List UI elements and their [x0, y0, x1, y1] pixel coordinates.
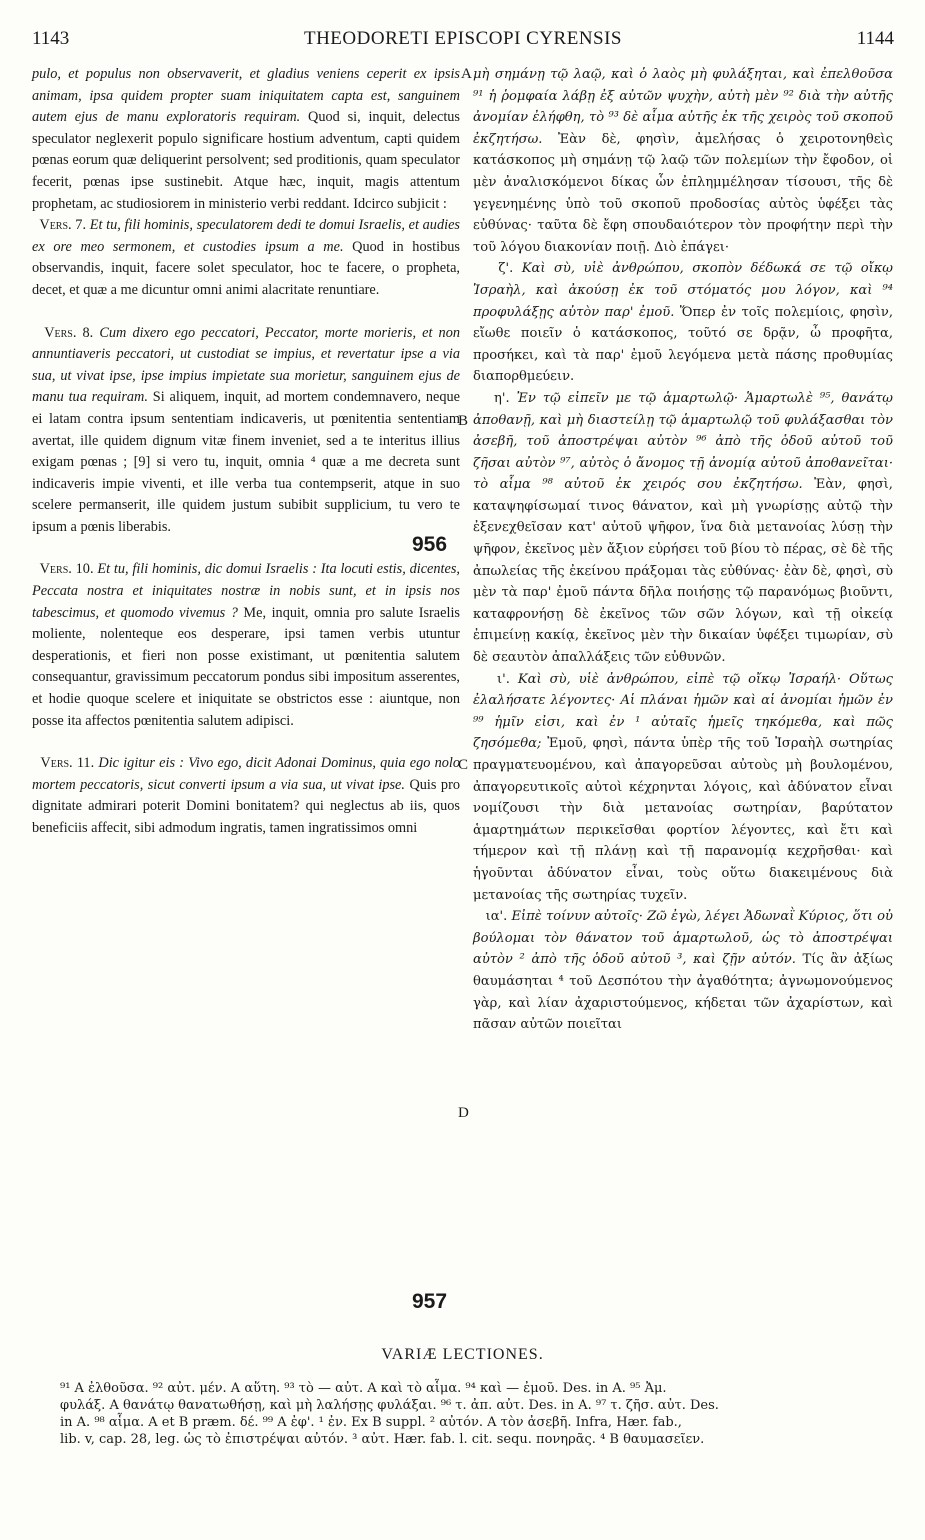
greek-commentary: Ἐὰν, φησὶ, καταψηφίσωμαί τινος θάνατον, καὶ μὴ γνωρίσῃς αὐτῷ τὴν ἐξενεχθεῖσαν κατ' αὐτοῦ ψῆφον, ἵνα διὰ μετανοίας λύσῃ τὴν ψῆφον, ἐκεῖνος μὲν ἄξιον εὑρήσει τοῦ βίου τὸ πέρας, σὲ δὲ τῆς ἀπωλείας τῆς ἐκείνου πράξομαι τὰς εὐθύνας· ἐὰν δὲ, φησὶ, σὺ μὲν τὰ παρ' ἐμοῦ πάντα δῆλα ποιήσῃς τῷ παρανόμως βιοῦντι, καταφρονήσῃ δὲ ἐκεῖνος τῶν σῶν λόγων, καὶ τῇ οἰκείᾳ ἐπιμείνῃ κακίᾳ, ἐκεῖνος μὲν τὴν δικαίαν ὑφέξει τιμωρίαν, σὺ δὲ σεαυτὸν ἀπαλλάξεις τῶν εὐθυνῶν. — [473, 477, 893, 666]
variant-note-line: in A. ⁹⁸ αἷμα. A et B præm. δέ. ⁹⁹ Α ἐφ'. ¹ ἐν. Ex B suppl. ² αὐτόν. Α τὸν ἀσεβῆ. Infra, Hær. fab., — [60, 1415, 682, 1430]
greek-scripture: Καὶ σὺ, υἱὲ ἀνθρώπου, εἰπὲ τῷ οἴκῳ Ἰσραήλ· Οὕτως ἐλαλήσατε λέγοντες· Αἱ πλάναι ἡμῶν καὶ αἱ ἀνομίαι ἡμῶν ἐν ⁹⁹ ἡμῖν εἰσι, καὶ ἐν ¹ αὐταῖς ἡμεῖς τηκόμεθα, καὶ πῶς ζησόμεθα; — [473, 671, 893, 752]
variant-note-line: φυλάξ. Α θανάτῳ θανατωθήσῃ, καὶ μὴ λαλήσῃς φυλάξαι. ⁹⁶ τ. ἀπ. αὐτ. Des. in A. ⁹⁷ τ. ζῆσ. αὐτ. Des. — [60, 1398, 719, 1413]
greek-paragraph — [473, 64, 893, 258]
latin-commentary: Me, inquit, omnia pro salute Israelis moliente, nolenteque eos desperare, ipsi tamen verbis utuntur desperationis, et fieri non posse existimant, ut pœnitentia salutem consequantur, gravissimum peccatorum pondus sibi impositum asserentes, et hodie quoque scelere et iniquitate se obstrictos esse : aiuntque, non posse ita affectos pœnitentia salutem adipisci. — [32, 604, 460, 729]
page-header — [32, 28, 894, 58]
latin-commentary: Quod in hostibus observandis, inquit, facere solet speculator, hoc te facere, o propheta, decet, et quæ a me dicuntur omni animi alacritate renuntiare. — [32, 238, 460, 298]
latin-verse-7 — [32, 215, 460, 301]
verse-label: Vers. 11. — [40, 755, 95, 772]
variant-note-line: lib. v, cap. 28, leg. ὡς τὸ ἐπιστρέψαι αὐτόν. ³ αὐτ. Hær. fab. l. cit. sequ. πονηρᾶς. ⁴ B θαυμασεῖεν. — [60, 1432, 705, 1447]
verse-number: ι'. — [496, 671, 510, 687]
greek-scripture: Ἐν τῷ εἰπεῖν με τῷ ἁμαρτωλῷ· Ἁμαρτωλὲ ⁹⁵, θανάτῳ ἀποθανῇ, καὶ μὴ διαστείλῃ τῷ ἁμαρτωλῷ τοῦ φυλάξασθαι τὸν ἀσεβῆ, τοῦ ἀποστρέψαι αὐτὸν ⁹⁶ ἀπὸ τῆς ὁδοῦ αὐτοῦ τοῦ ζῆσαι αὐτὸν ⁹⁷, αὐτὸς ὁ ἄνομος τῇ ἀνομίᾳ αὐτοῦ ἀποθανεῖται· τὸ αἷμα ⁹⁸ αὐτοῦ ἐκ χειρός σου ἐκζητήσω. — [473, 390, 893, 493]
greek-verse-8 — [473, 388, 893, 669]
verse-number: ια'. — [485, 909, 508, 925]
greek-verse-10 — [473, 669, 893, 907]
greek-scripture: μὴ σημάνῃ τῷ λαῷ, καὶ ὁ λαὸς μὴ φυλάξηται, καὶ ἐπελθοῦσα ⁹¹ ἡ ῥομφαία λάβῃ ἐξ αὐτῶν ψυχὴν, αὐτὴ μὲν ⁹² διὰ τὴν αὐτῆς ἀνομίαν ἐλήφθη, τὸ ⁹³ δὲ αἷμα αὐτῆς ἐκ τῆς χειρὸς τοῦ σκοποῦ ἐκζητήσω. — [473, 67, 893, 147]
latin-scripture: pulo, et populus non observaverit, et gladius veniens ceperit ex ipsis animam, ipsa quidem propter suam iniquitatem capta est, sanguinem autem ejus de manu exploratoris requiram. — [32, 66, 460, 126]
latin-commentary: Quod si, inquit, delectus speculator neglexerit populo significare hostium adventum, capti quidem pœnas eorum quæ deliquerint persolvent; sed proditionis, quam speculator fecerit, pœnas ipse sustinebit. Atque hæc, inquit, magis attentum prophetam, ac studiosiorem in ministerio verbi reddant. Idcirco subjicit : — [32, 109, 461, 212]
greek-column — [473, 64, 893, 1036]
greek-verse-7 — [473, 258, 893, 388]
variant-note-line: ⁹¹ Α ἐλθοῦσα. ⁹² αὐτ. μέν. Α αὕτη. ⁹³ τὸ — αὐτ. Α καὶ τὸ αἷμα. ⁹⁴ καὶ — ἐμοῦ. Des. in A. ⁹⁵ Ἀμ. — [60, 1381, 667, 1396]
page-number-left: 1143 — [32, 28, 70, 49]
page-number-right: 1144 — [856, 28, 894, 49]
latin-paragraph — [32, 64, 460, 215]
verse-number: ζ'. — [498, 261, 514, 277]
greek-commentary: Ἐὰν δὲ, φησὶν, ἀμελήσας ὁ χειροτονηθεὶς κατάσκοπος μὴ σημάνῃ τῷ λαῷ τῶν πολεμίων τὴν ἔφοδον, οἱ μὲν ἀναλισκόμενοι δίκας ὧν ἐπλημμέλησαν τίσουσι, τῆς δὲ γεγενημένης ὑπὸ τοῦ σκοποῦ προδοσίας αὐτὸς ὑφέξει τὰς εὐθύνας· ταῦτα δὲ ἔφη σπουδαιότερον τὸν προφήτην περὶ τὴν τοῦ λόγου διακονίαν ποιῇ. Διὸ ἐπάγει· — [473, 131, 893, 255]
latin-verse-10 — [32, 559, 460, 732]
margin-letter-c: C — [458, 757, 469, 773]
verse-label: Vers. 10. — [39, 561, 94, 578]
latin-verse-11 — [32, 753, 460, 839]
latin-scripture: Cum dixero ego peccatori, Peccator, morte morieris, et non annuntiaveris peccatori, ut custodiat se impius, et revertatur ipse a via sua, ut vivat ipse, ipse impius impietate sua morietur, sanguinem ejus de manu tua requiram. — [32, 324, 461, 406]
verse-label: Vers. 8. — [44, 324, 94, 341]
running-title: THEODORETI EPISCOPI CYRENSIS — [303, 28, 623, 49]
margin-letter-d: D — [458, 1105, 469, 1121]
latin-scripture: Et tu, fili hominis, dic domui Israelis : Ita locuti estis, dicentes, Peccata nostra et iniquitates nostræ in nobis sunt, et in ipsis nos tabescimus, et quomodo vivemus ? — [32, 561, 461, 621]
margin-number-957: 957 — [412, 1290, 448, 1313]
greek-verse-11 — [473, 906, 893, 1036]
greek-commentary: Τίς ἂν ἀξίως θαυμάσηται ⁴ τοῦ Δεσπότου τὴν ἀγαθότητα; ἀγνωμονούμενος γὰρ, καὶ λίαν ἀχαριστούμενος, κήδεται τῶν ἀχαρίστων, καὶ πᾶσαν αὐτῶν ποιεῖται — [473, 952, 893, 1033]
variae-lectiones-heading: VARIÆ LECTIONES. — [381, 1346, 544, 1363]
verse-number: η'. — [494, 390, 510, 406]
margin-number-956: 956 — [412, 533, 448, 556]
latin-scripture: Et tu, fili hominis, speculatorem dedi te domui Israelis, et audies ex ore meo sermonem, et custodies ipsum a me. — [32, 217, 460, 255]
greek-commentary: Ἐμοῦ, φησὶ, πάντα ὑπὲρ τῆς τοῦ Ἰσραὴλ σωτηρίας πραγματευομένου, καὶ ἀπαγορεῦσαι αὐτοὺς μὴ βουλομένου, ἀπαγορευτικοῖς αὐτοὶ κέχρηνται λόγοις, καὶ ἀδύνατον εἶναι νομίζουσι τὴν διὰ μετανοίας σωτηρίαν, βαρύτατον ἁμαρτημάτων περικεῖσθαι φορτίον λέγοντες, καὶ ἔτι καὶ τήμερον καὶ τῇ πλάνῃ καὶ τῇ παρανομίᾳ κεχρῆσθαι· καὶ ἡγοῦνται ἀδύνατον εἶναι, τοὺς οὕτω διακειμένους διὰ μετανοίας τῆς σωτηρίας τυχεῖν. — [473, 736, 893, 903]
margin-letter-a: A — [461, 66, 472, 82]
latin-column — [32, 64, 460, 840]
latin-scripture: Dic igitur eis : Vivo ego, dicit Adonai Dominus, quia ego nolo mortem peccatoris, sicut converti ipsum a via sua, ut vivat ipse. — [32, 755, 461, 793]
latin-commentary: Quis pro dignitate admirari poterit Domini bonitatem? qui neglectus ab iis, quos beneficiis affecit, sibi admodum ingratis, tamen ingratissimos omni — [32, 776, 460, 836]
greek-commentary: Ὅπερ ἐν τοῖς πολεμίοις, φησὶν, εἴωθε ποιεῖν ὁ κατάσκοπος, τοῦτό σε δρᾷν, ὦ προφῆτα, προσήκει, καὶ τὰ παρ' ἐμοῦ λεγόμενα μετὰ πάσης προθυμίας διαπορθμεύειν. — [473, 304, 893, 385]
margin-letter-b: B — [458, 413, 469, 429]
latin-verse-8 — [32, 323, 460, 539]
greek-scripture: Εἰπὲ τοίνυν αὐτοῖς· Ζῶ ἐγὼ, λέγει Ἀδωναῒ Κύριος, ὅτι οὐ βούλομαι τὸν θάνατον τοῦ ἁμαρτωλοῦ, ὡς τὸ ἀποστρέψαι αὐτὸν ² ἀπὸ τῆς ὁδοῦ αὐτοῦ ³, καὶ ζῇν αὐτόν. — [473, 909, 893, 968]
verse-label: Vers. 7. — [39, 217, 87, 234]
variae-lectiones-notes — [60, 1380, 882, 1448]
greek-scripture: Καὶ σὺ, υἱὲ ἀνθρώπου, σκοπὸν δέδωκά σε τῷ οἴκῳ Ἰσραὴλ, καὶ ἀκούσῃ ἐκ τοῦ στόματός μου λόγον, καὶ ⁹⁴ προφυλάξῃς αὐτὸν παρ' ἐμοῦ. — [473, 261, 893, 320]
latin-commentary: Si aliquem, inquit, ad mortem condemnavero, neque ei latam contra ipsum sententiam indicaveris, ut pœnitentia sententiam avertat, ille quidem dignum vitæ finem inveniet, sed a te interitus illius exigam pœnas ; [9] si vero tu, inquit, omnia ⁴ quæ a me decreta sunt indicaveris impie viventi, et ille verba tua contempserit, atque in suo scelere permanserit, ille quidem justum subibit supplicium, tu vero te ipsum a pœnis liberabis. — [32, 389, 460, 535]
